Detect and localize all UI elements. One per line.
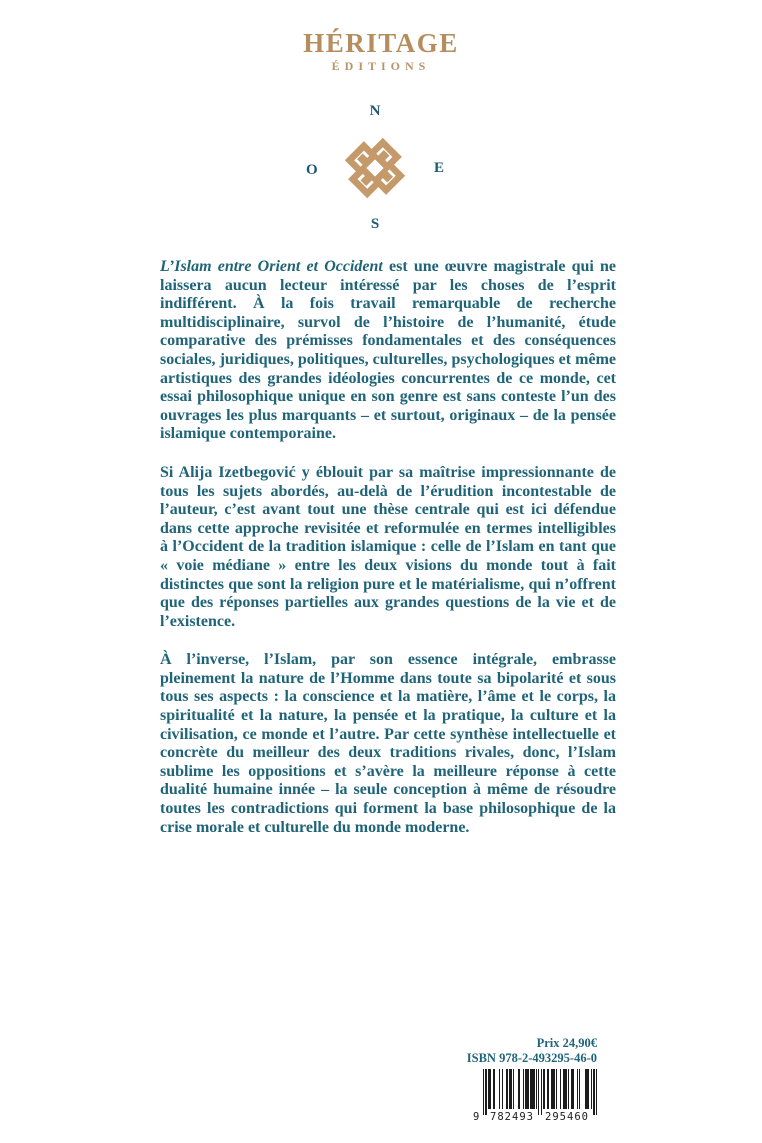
barcode-digits-left: 782493 bbox=[490, 1111, 534, 1123]
synopsis-paragraph-3: À l’inverse, l’Islam, par son essence intégrale, embrasse pleinement la nature de l’Homme dans toute sa bipolarité et sous tous ses aspects : la conscience et la matière, l’âme et le corps, la spiritualité et la nature, la pensée et la pratique, la culture et la civilisation, ce monde et l’autre. Par cette synthèse intellectuelle et concrète du meilleur des deux traditions rivales, donc, l’Islam sublime les oppositions et s’avère la meilleure réponse à cette dualité humaine innée – la seule conception à même de résoudre toutes les contradictions qui forment la base philosophique de la crise morale et culturelle du monde moderne. bbox=[160, 651, 616, 836]
synopsis-paragraph-1 bbox=[160, 258, 616, 444]
compass-rose bbox=[306, 103, 444, 233]
publisher-name: HÉRITAGE bbox=[303, 28, 459, 58]
arabesque-knot-icon bbox=[328, 121, 422, 215]
synopsis-paragraph-2: Si Alija Izetbegović y éblouit par sa maîtrise impressionnante de tous les sujets abordés, au-delà de l’érudition incontestable de l’auteur, c’est avant tout une thèse centrale qui est ici défendue dans cette approche revisitée et reformulée en termes intelligibles à l’Occident de la tradition islamique : celle de l’Islam en tant que « voie médiane » entre les deux visions du monde tout à fait distinctes que sont la religion pure et le matérialisme, qui n’offrent que des réponses partielles aux grandes questions de la vie et de l’existence. bbox=[160, 463, 616, 630]
barcode-digit-first: 9 bbox=[473, 1111, 481, 1123]
synopsis-paragraph-1-text: est une œuvre magistrale qui ne laissera aucun lecteur intéressé par les choses de l’esprit indifférent. À la fois travail remarquable de recherche multidisciplinaire, survol de l’histoire de l’humanité, étude comparative des prémisses fondamentales et des conséquences sociales, juridiques, politiques, culturelles, psychologiques et même artistiques des grandes idéologies concurrentes de ce monde, cet essai philosophique unique en son genre est sans conteste l’un des ouvrages les plus marquants – et surtout, originaux – de la pensée islamique contemporaine. bbox=[160, 258, 617, 443]
back-cover-synopsis bbox=[160, 258, 616, 837]
barcode-digits-right: 295460 bbox=[545, 1111, 589, 1123]
price-isbn-block bbox=[467, 1036, 597, 1130]
publisher-logo bbox=[0, 30, 762, 73]
compass-south-label: S bbox=[370, 216, 380, 232]
compass-north-label: N bbox=[369, 103, 381, 119]
isbn-label: ISBN 978-2-493295-46-0 bbox=[466, 1051, 597, 1065]
book-title-italic: L’Islam entre Orient et Occident bbox=[160, 258, 383, 275]
publisher-subtitle: ÉDITIONS bbox=[331, 59, 431, 73]
barcode-bars bbox=[483, 1069, 597, 1115]
ean13-barcode bbox=[473, 1069, 597, 1125]
compass-east-label: E bbox=[433, 160, 444, 176]
price-label: Prix 24,90€ bbox=[536, 1036, 597, 1050]
compass-west-label: O bbox=[306, 162, 318, 178]
